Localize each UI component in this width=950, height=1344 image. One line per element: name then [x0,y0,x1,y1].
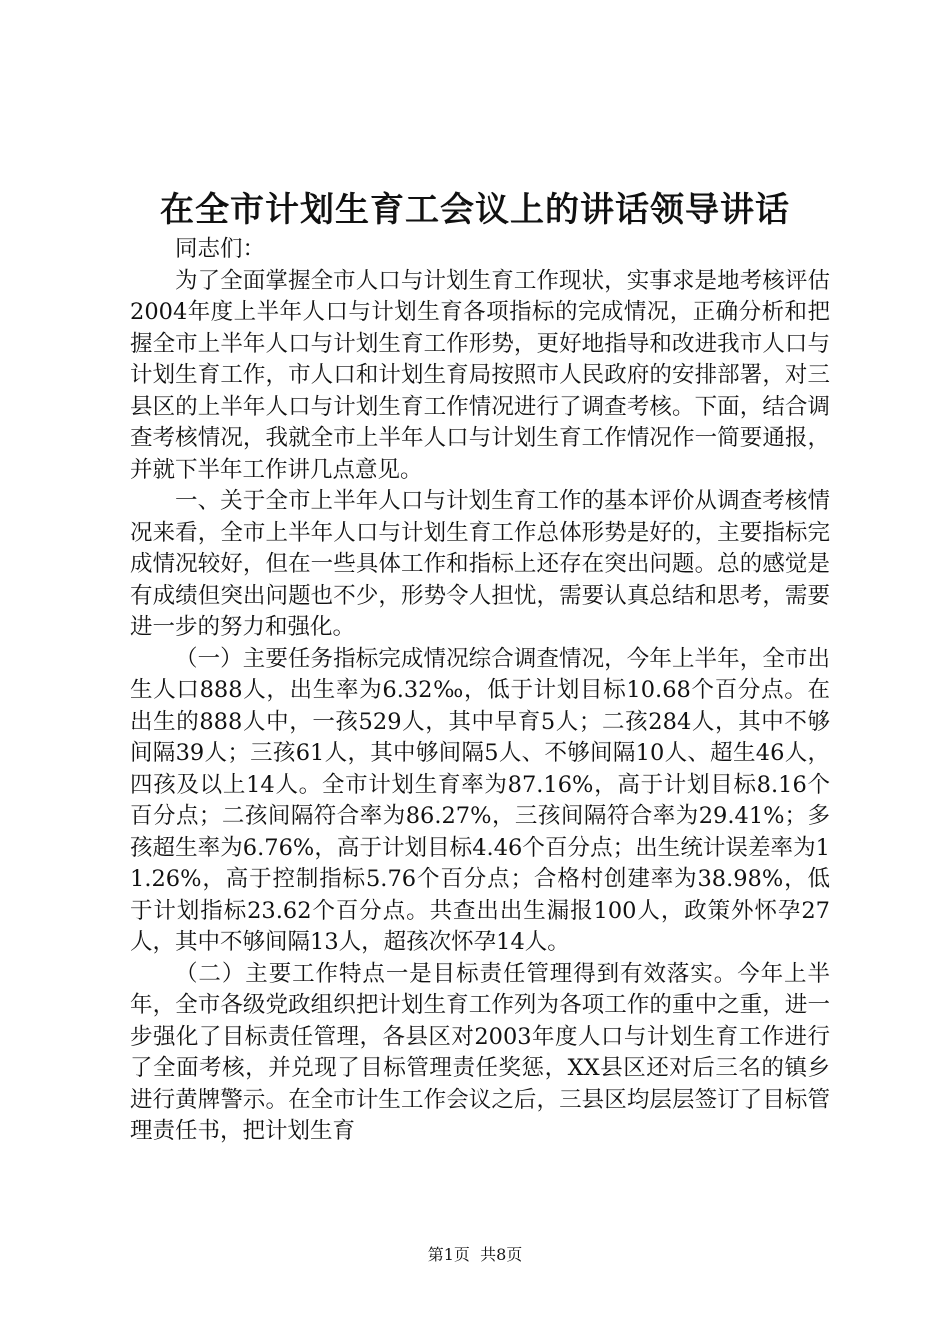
work-features-paragraph: （二）主要工作特点一是目标责任管理得到有效落实。今年上半年，全市各级党政组织把计划生育工作列为各项工作的重中之重，进一步强化了目标责任管理，各县区对2003年度人口与计划生育工作进行了全面考核，并兑现了目标管理责任奖惩，XX县区还对后三名的镇乡进行黄牌警示。在全市计生工作会议之后，三县区均层层签订了目标管理责任书，把计划生育 [130,960,830,1144]
task-indicators-paragraph: （一）主要任务指标完成情况综合调查情况，今年上半年，全市出生人口888人，出生率为6.32‰，低于计划目标10.68个百分点。在出生的888人中，一孩529人，其中早育5人；二孩284人，其中不够间隔39人；三孩61人，其中够间隔5人、不够间隔10人、超生46人，四孩及以上14人。全市计划生育率为87.16%，高于计划目标8.16个百分点；二孩间隔符合率为86.27%，三孩间隔符合率为29.41%；多孩超生率为6.76%，高于计划目标4.46个百分点；出生统计误差率为11.26%，高于控制指标5.76个百分点；合格村创建率为38.98%，低于计划指标23.62个百分点。共查出出生漏报100人，政策外怀孕27人，其中不够间隔13人，超孩次怀孕14人。 [130,645,830,955]
salutation-paragraph: 同志们： [175,236,266,262]
page-footer [0,1244,950,1266]
section-one-paragraph: 一、关于全市上半年人口与计划生育工作的基本评价从调查考核情况来看，全市上半年人口与计划生育工作总体形势是好的，主要指标完成情况较好，但在一些具体工作和指标上还存在突出问题。总的感觉是有成绩但突出问题也不少，形势令人担忧，需要认真总结和思考，需要进一步的努力和强化。 [130,488,830,640]
page-number-label: 第1页 共8页 [427,1245,523,1264]
document-body [130,234,830,1148]
document-title: 在全市计划生育工会议上的讲话领导讲话 [160,190,790,230]
intro-paragraph: 为了全面掌握全市人口与计划生育工作现状，实事求是地考核评估2004年度上半年人口与计划生育各项指标的完成情况，正确分析和把握全市上半年人口与计划生育工作形势，更好地指导和改进我市人口与计划生育工作，市人口和计划生育局按照市人民政府的安排部署，对三县区的上半年人口与计划生育工作情况进行了调查考核。下面，结合调查考核情况，我就全市上半年人口与计划生育工作情况作一简要通报，并就下半年工作讲几点意见。 [130,267,830,483]
